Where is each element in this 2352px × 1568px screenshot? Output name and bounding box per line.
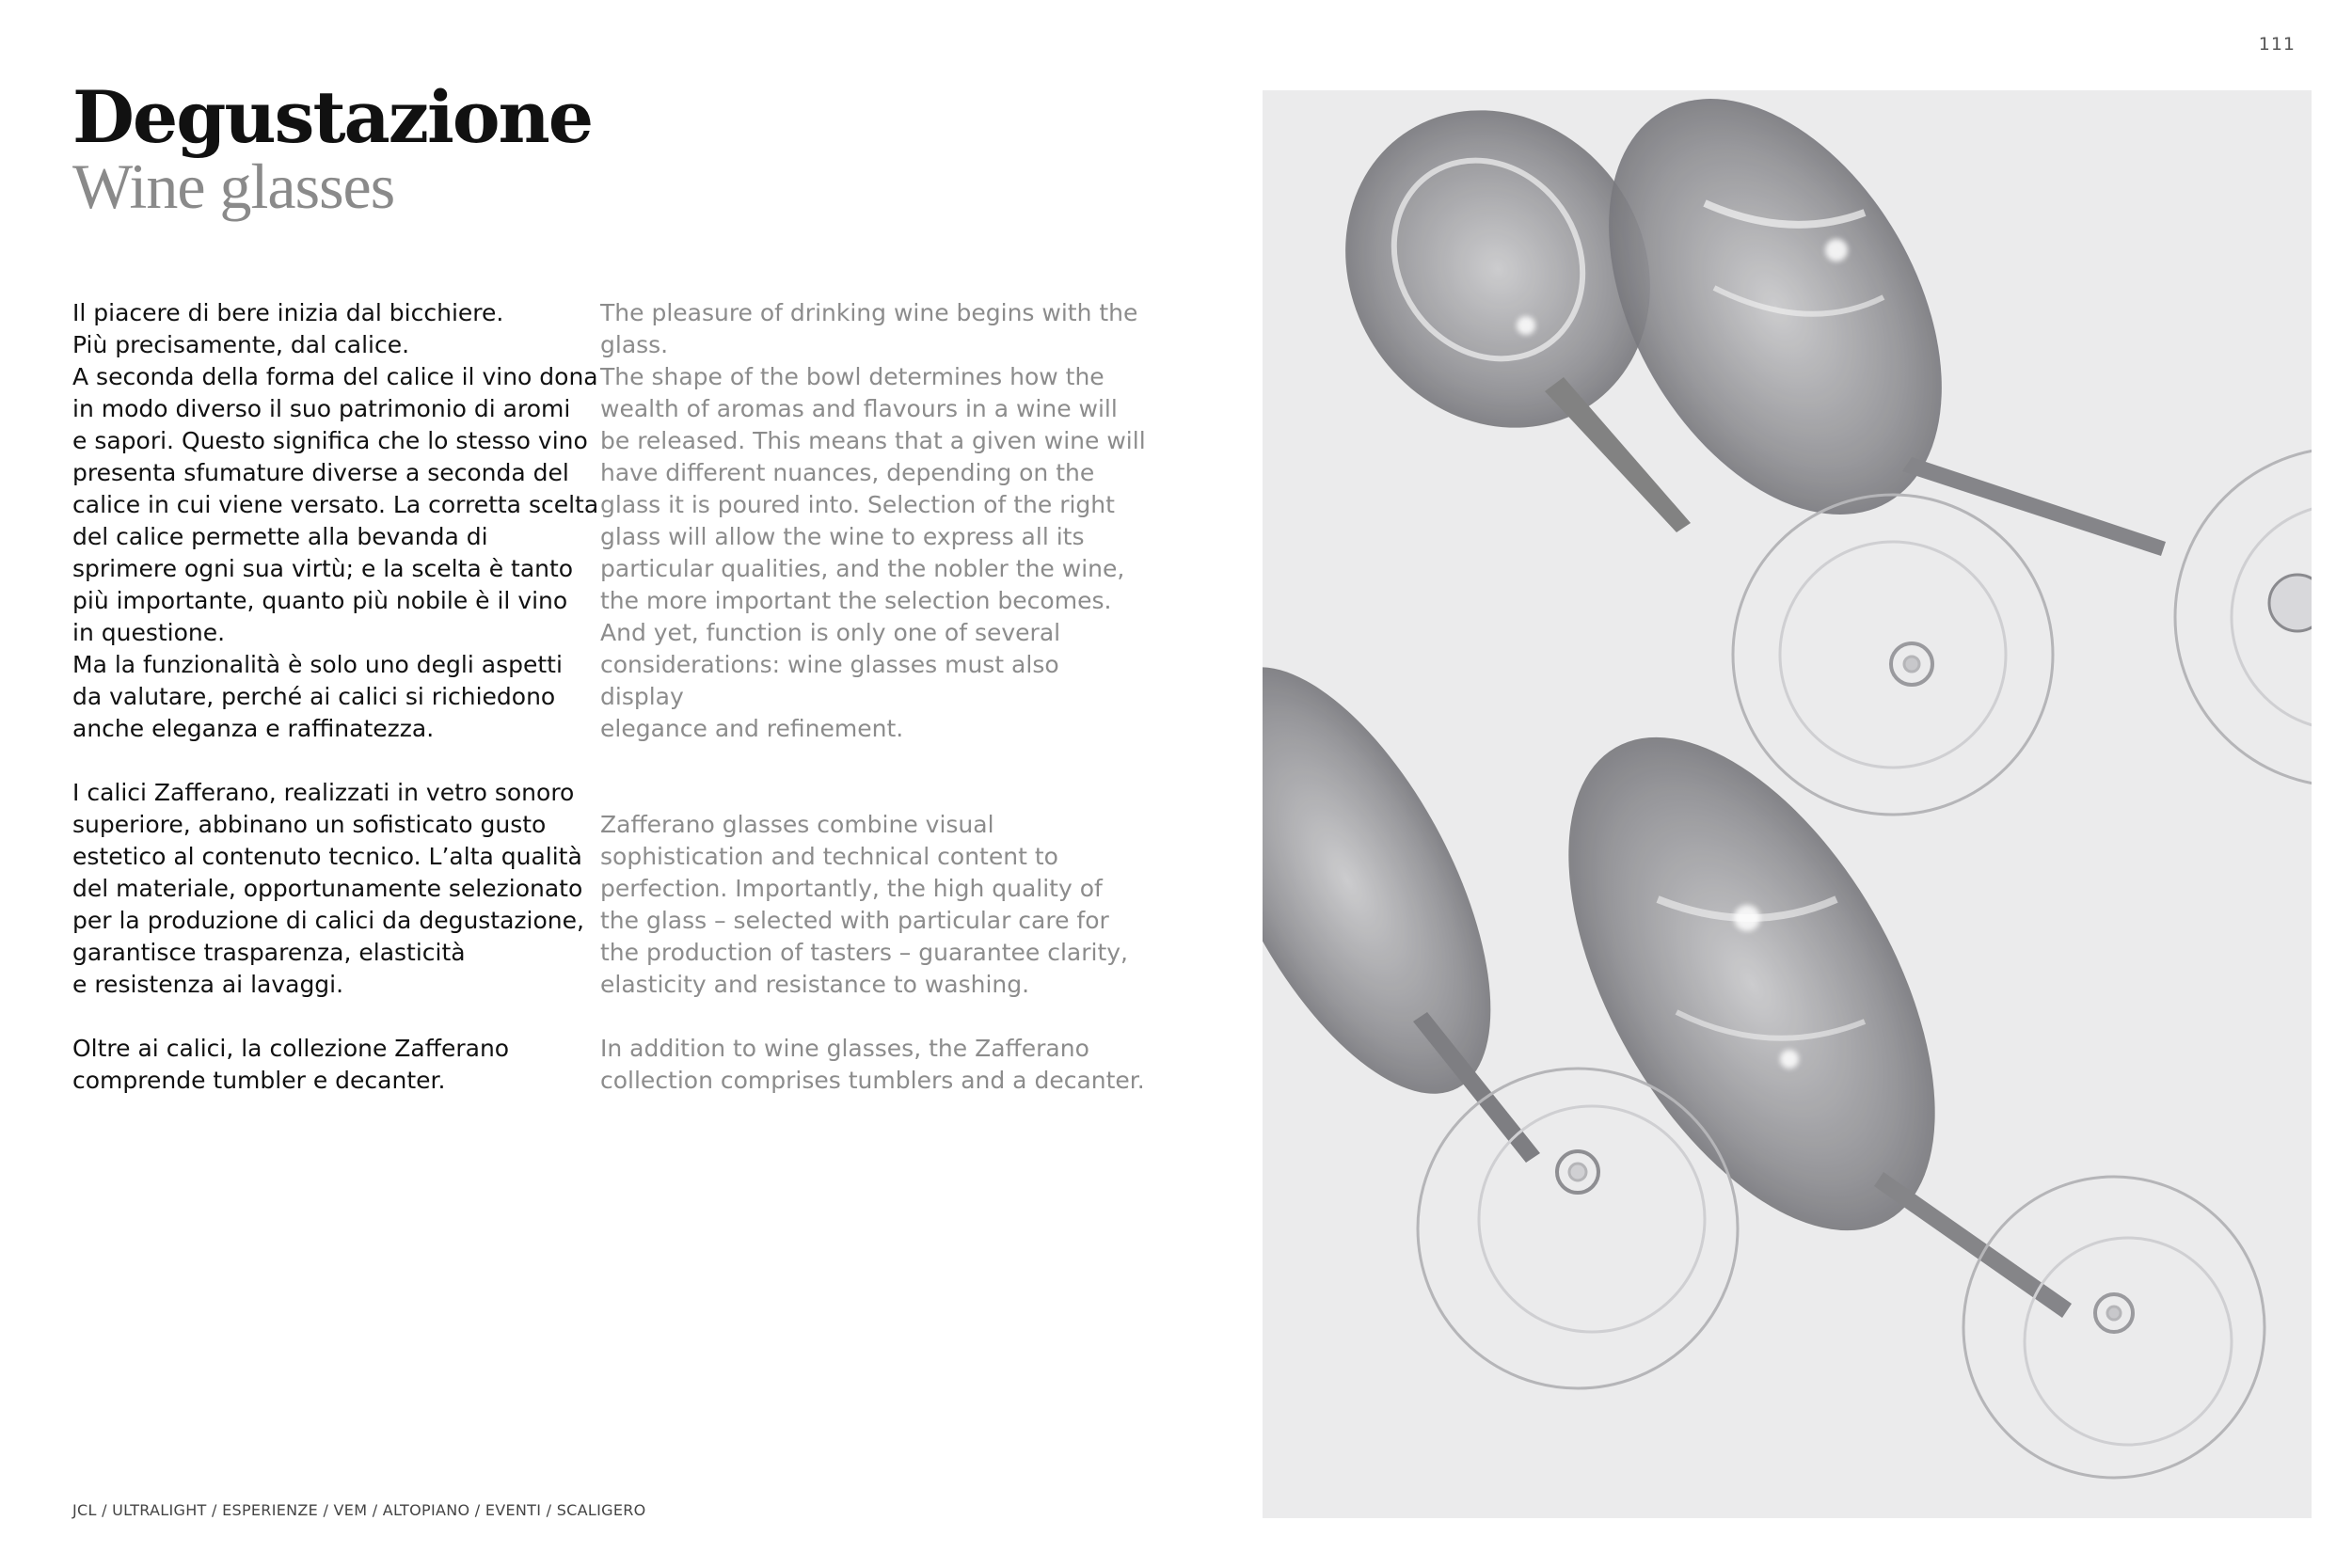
- wine-glasses-photo: [1263, 90, 2312, 1518]
- italian-paragraph-1: Il piacere di bere inizia dal bicchiere. Più precisamente, dal calice. A seconda della forma del calice il vino dona in modo diverso il suo patrimonio di aromi e sapori. Questo significa che lo stesso vino presenta sfumature diverse a seconda del calice in cui viene versato. La corretta scelta del calice permette alla bevanda di sprimere ogni sua virtù; e la scelta è tanto più importante, quanto più nobile è il vino in questione. Ma la funzionalità è solo uno degli aspetti da valutare, perché ai calici si richiedono anche eleganza e raffinatezza.: [72, 299, 599, 742]
- english-paragraph-1: The pleasure of drinking wine begins with the glass. The shape of the bowl determines how the wealth of aromas and flavours in a wine will be released. This means that a given wine will have different nuances, depending on the glass it is poured into. Selection of the right glass will allow the wine to express all its particular qualities, and the nobler the wine, the more important the selection becomes. And yet, function is only one of several considerations: wine glasses must also display elegance and refinement.: [600, 299, 1146, 742]
- page-title: Degustazione: [72, 75, 593, 159]
- italian-paragraph-2: I calici Zafferano, realizzati in vetro sonoro superiore, abbinano un sofisticato gusto estetico al contenuto tecnico. L’alta qualità del materiale, opportunamente selezionato per la produzione di calici da degustazione, garantisce trasparenza, elasticità e resistenza ai lavaggi.: [72, 779, 584, 998]
- italian-text-column: [72, 297, 599, 1097]
- italian-paragraph-3: Oltre ai calici, la collezione Zafferano comprende tumbler e decanter.: [72, 1035, 510, 1094]
- page-subtitle: Wine glasses: [72, 150, 395, 222]
- page-number: 111: [2258, 34, 2296, 55]
- wine-glasses-illustration: [1263, 90, 2312, 1518]
- english-paragraph-2: Zafferano glasses combine visual sophistication and technical content to perfection. Importantly, the high quality of the glass – selected with particular care for the production of tasters – guarantee clarity, elasticity and resistance to washing.: [600, 811, 1128, 998]
- footer-collection-nav: JCL / ULTRALIGHT / ESPERIENZE / VEM / ALTOPIANO / EVENTI / SCALIGERO: [72, 1501, 646, 1519]
- english-text-column: [600, 297, 1146, 1097]
- english-paragraph-3: In addition to wine glasses, the Zafferano collection comprises tumblers and a decanter.: [600, 1035, 1145, 1094]
